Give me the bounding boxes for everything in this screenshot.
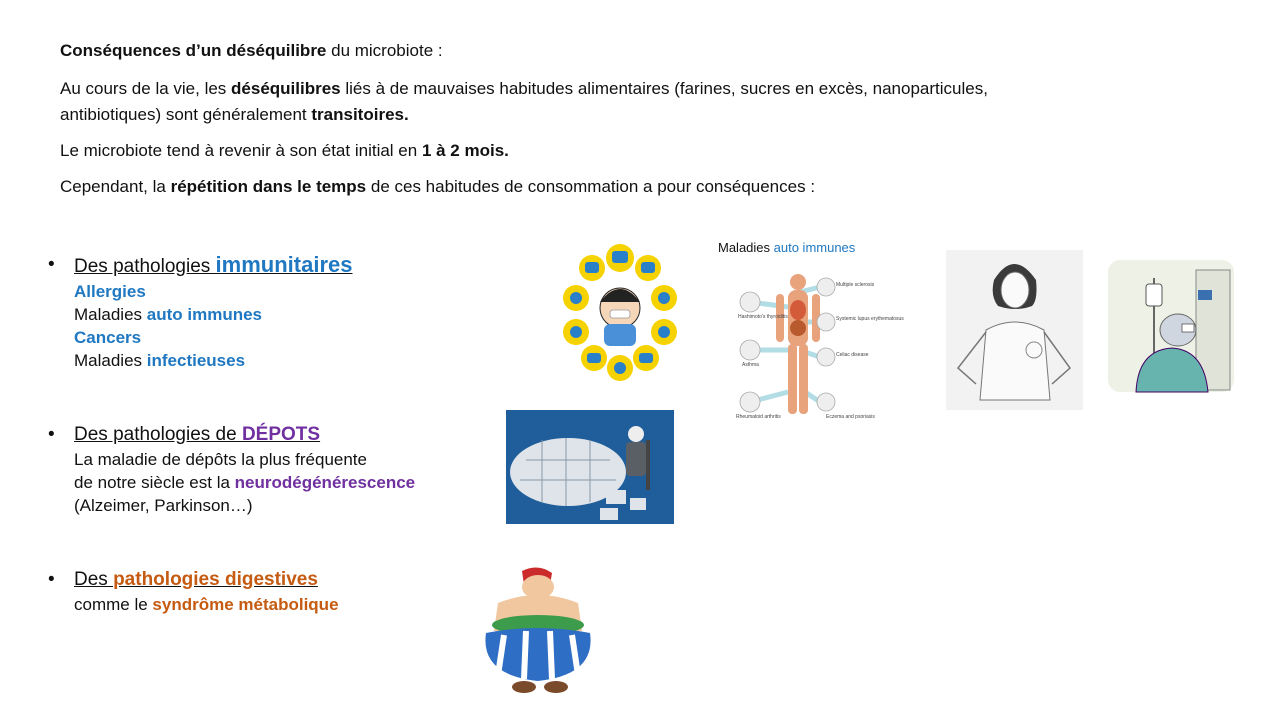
autoimmune-body-diagram (730, 262, 904, 434)
bullet-dot: • (48, 424, 55, 445)
title-rest: du microbiote : (326, 41, 443, 60)
p1-text-a: Au cours de la vie, les (60, 79, 232, 98)
caption-b: auto immunes (773, 240, 856, 255)
section1-line-infectieuses (48, 349, 352, 372)
label-rheumatoid: Rheumatoid arthritis (736, 414, 781, 420)
cartoon-character-image (464, 563, 612, 695)
section1-line-autoimmunes (48, 303, 352, 326)
section1-line-allergies: Allergies (74, 282, 146, 301)
title-bold: Conséquences d’un déséquilibre (60, 41, 327, 60)
section3-line1-a: comme le (74, 595, 153, 614)
slide-title (60, 38, 1000, 64)
p1-text-b: liés à de mauvaises habitudes alimentaires (farines, sucres en excès, nanoparticules, antibiotiques) sont généralement (60, 79, 988, 124)
section1-line4-b: infectieuses (146, 351, 246, 370)
section2-line2-a: de notre siècle est la (74, 473, 235, 492)
label-lupus: Systemic lupus erythematosus (836, 316, 904, 322)
label-celiac: Celiac disease (836, 352, 869, 358)
section3-heading (48, 567, 339, 593)
p1-bold-1: déséquilibres (231, 79, 341, 98)
section1-line-cancers: Cancers (74, 328, 142, 347)
section1-line2-a: Maladies (74, 305, 147, 324)
autoimmune-caption (718, 240, 855, 255)
label-eczema: Eczema and psoriasis (826, 414, 875, 420)
section2-line2-b: neurodégénérescence (234, 473, 416, 492)
section2-heading (48, 422, 415, 448)
p2-bold: 1 à 2 mois. (421, 141, 509, 160)
section2-line-2 (48, 471, 415, 494)
intro-block (60, 38, 1000, 210)
label-hashimoto: Hashimoto's thyroiditis (738, 314, 788, 320)
section3-line1-b: syndrôme métabolique (152, 595, 339, 614)
p3-bold: répétition dans le temps (170, 177, 367, 196)
woman-sketch-image (946, 250, 1083, 410)
section1-line4-a: Maladies (74, 351, 147, 370)
intro-paragraph-3 (60, 174, 1000, 200)
bullet-dot: • (48, 569, 55, 590)
label-ms: Multiple sclerosis (836, 282, 875, 288)
p2-text-a: Le microbiote tend à revenir à son état initial en (60, 141, 422, 160)
p3-text-a: Cependant, la (60, 177, 171, 196)
section3-heading-b: pathologies digestives (113, 569, 318, 590)
section-depots (48, 422, 415, 517)
section2-heading-b: DÉPOTS (241, 424, 321, 445)
hospital-elder-image (1108, 260, 1234, 392)
intro-paragraph-1 (60, 76, 1000, 128)
section3-heading-a: Des (74, 569, 114, 590)
bullet-dot: • (48, 254, 55, 275)
section-digestives (48, 567, 339, 616)
caption-a: Maladies (718, 240, 774, 255)
section1-line2-b: auto immunes (146, 305, 263, 324)
label-asthma: Asthma (742, 362, 759, 368)
section1-heading-b: immunitaires (215, 252, 353, 277)
section1-heading-a: Des pathologies (74, 256, 216, 277)
puzzle-brain-image (506, 410, 674, 524)
p3-text-b: de ces habitudes de consommation a pour conséquences : (366, 177, 816, 196)
section3-line-1 (48, 593, 339, 616)
allergies-illustration (552, 236, 688, 386)
section1-heading (48, 252, 352, 280)
section2-line-1: La maladie de dépôts la plus fréquente (74, 450, 367, 469)
section-immunitaires (48, 252, 352, 372)
section2-heading-a: Des pathologies de (74, 424, 242, 445)
section2-line-3: (Alzeimer, Parkinson…) (74, 496, 253, 515)
p1-bold-2: transitoires. (311, 105, 409, 124)
intro-paragraph-2 (60, 138, 1000, 164)
